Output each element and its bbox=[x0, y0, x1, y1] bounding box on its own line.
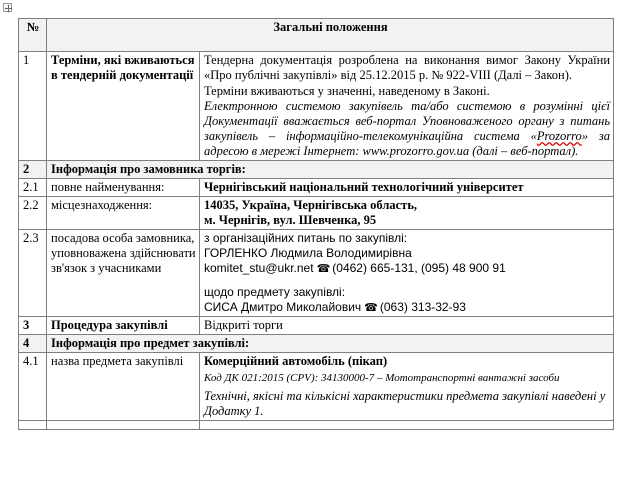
header-num: № bbox=[19, 19, 47, 52]
row-num: 4 bbox=[19, 335, 47, 353]
subject-phone: (063) 313-32-93 bbox=[379, 300, 466, 314]
org-contact-line bbox=[204, 261, 610, 276]
table-row bbox=[19, 197, 614, 230]
table-header-row bbox=[19, 19, 614, 52]
paragraph-3 bbox=[204, 99, 610, 159]
telephone-icon: ☎ bbox=[364, 301, 378, 314]
row-value: Чернігівський національний технологічний університет bbox=[200, 179, 614, 197]
header-title: Загальні положення bbox=[47, 19, 614, 52]
row-num bbox=[19, 421, 47, 430]
table-row bbox=[19, 353, 614, 421]
tender-general-provisions-table bbox=[18, 18, 614, 430]
row-label: посадова особа замовника, уповноважена здійснювати зв'язок з учасниками bbox=[47, 230, 200, 317]
section-row bbox=[19, 161, 614, 179]
row-value: Відкриті торги bbox=[200, 317, 614, 335]
spacer bbox=[204, 276, 610, 285]
org-contact-name: ГОРЛЕНКО Людмила Володимирівна bbox=[204, 246, 412, 260]
subject-contact-line bbox=[204, 300, 610, 315]
row-num: 3 bbox=[19, 317, 47, 335]
row-label bbox=[47, 421, 200, 430]
telephone-icon: ☎ bbox=[316, 262, 331, 275]
address-line-2: м. Чернігів, вул. Шевченка, 95 bbox=[204, 213, 377, 227]
p3-start: Електронною системою закупівель та/або системою в розумінні цієї Документації вважається веб-портал Уповноваженого органу з питань закупівель – інформаційно-телекомунікаційна система « bbox=[204, 99, 611, 143]
table-row bbox=[19, 317, 614, 335]
section-row bbox=[19, 335, 614, 353]
row-label: назва предмета закупівлі bbox=[47, 353, 200, 421]
subject-contact-name: СИСА Дмитро Миколайович bbox=[204, 300, 362, 314]
row-value bbox=[200, 52, 614, 161]
table-row bbox=[19, 52, 614, 161]
section-title: Інформація про замовника торгів: bbox=[47, 161, 614, 179]
org-phones: (0462) 665-131, (095) 48 900 91 bbox=[332, 261, 506, 275]
table-row bbox=[19, 230, 614, 317]
row-label: повне найменування: bbox=[47, 179, 200, 197]
section-title: Інформація про предмет закупівлі: bbox=[47, 335, 614, 353]
row-value bbox=[200, 197, 614, 230]
row-value bbox=[200, 353, 614, 421]
address-line-1: 14035, Україна, Чернігівська область, bbox=[204, 198, 418, 212]
row-label: Процедура закупівлі bbox=[47, 317, 200, 335]
table-row bbox=[19, 421, 614, 430]
row-label: Терміни, які вживаються в тендерній документації bbox=[47, 52, 200, 161]
row-label: місцезнаходження: bbox=[47, 197, 200, 230]
prozorro-term: Prozorro bbox=[536, 129, 582, 143]
subject-heading: щодо предмету закупівлі: bbox=[204, 285, 346, 299]
row-num: 2 bbox=[19, 161, 47, 179]
table-move-handle-icon[interactable] bbox=[3, 3, 12, 12]
p3-end: » за адресою в мережі Інтернет: www.prozorro.gov.ua (далі – веб-портал). bbox=[204, 129, 610, 158]
table-row bbox=[19, 179, 614, 197]
row-num: 2.1 bbox=[19, 179, 47, 197]
row-num: 1 bbox=[19, 52, 47, 161]
paragraph-1: Тендерна документація розроблена на виконання вимог Закону України «Про публічні закупівлі» від 25.12.2015 р. № 922-VIII (Далі – Закон). bbox=[204, 53, 611, 82]
row-num: 2.2 bbox=[19, 197, 47, 230]
item-note: Технічні, якісні та кількісні характеристики предмета закупівлі наведені у Додатку 1. bbox=[204, 389, 606, 418]
item-name: Комерційний автомобіль (пікап) bbox=[204, 354, 388, 368]
org-email[interactable]: komitet_stu@ukr.net bbox=[204, 261, 314, 275]
row-value bbox=[200, 230, 614, 317]
cpv-code: Код ДК 021:2015 (CPV): 34130000-7 – Мототранспортні вантажні засоби bbox=[204, 372, 560, 384]
row-num: 2.3 bbox=[19, 230, 47, 317]
row-value bbox=[200, 421, 614, 430]
row-num: 4.1 bbox=[19, 353, 47, 421]
org-heading: з організаційних питань по закупівлі: bbox=[204, 231, 408, 245]
paragraph-2: Терміни вживаються у значенні, наведеному в Законі. bbox=[204, 84, 490, 98]
